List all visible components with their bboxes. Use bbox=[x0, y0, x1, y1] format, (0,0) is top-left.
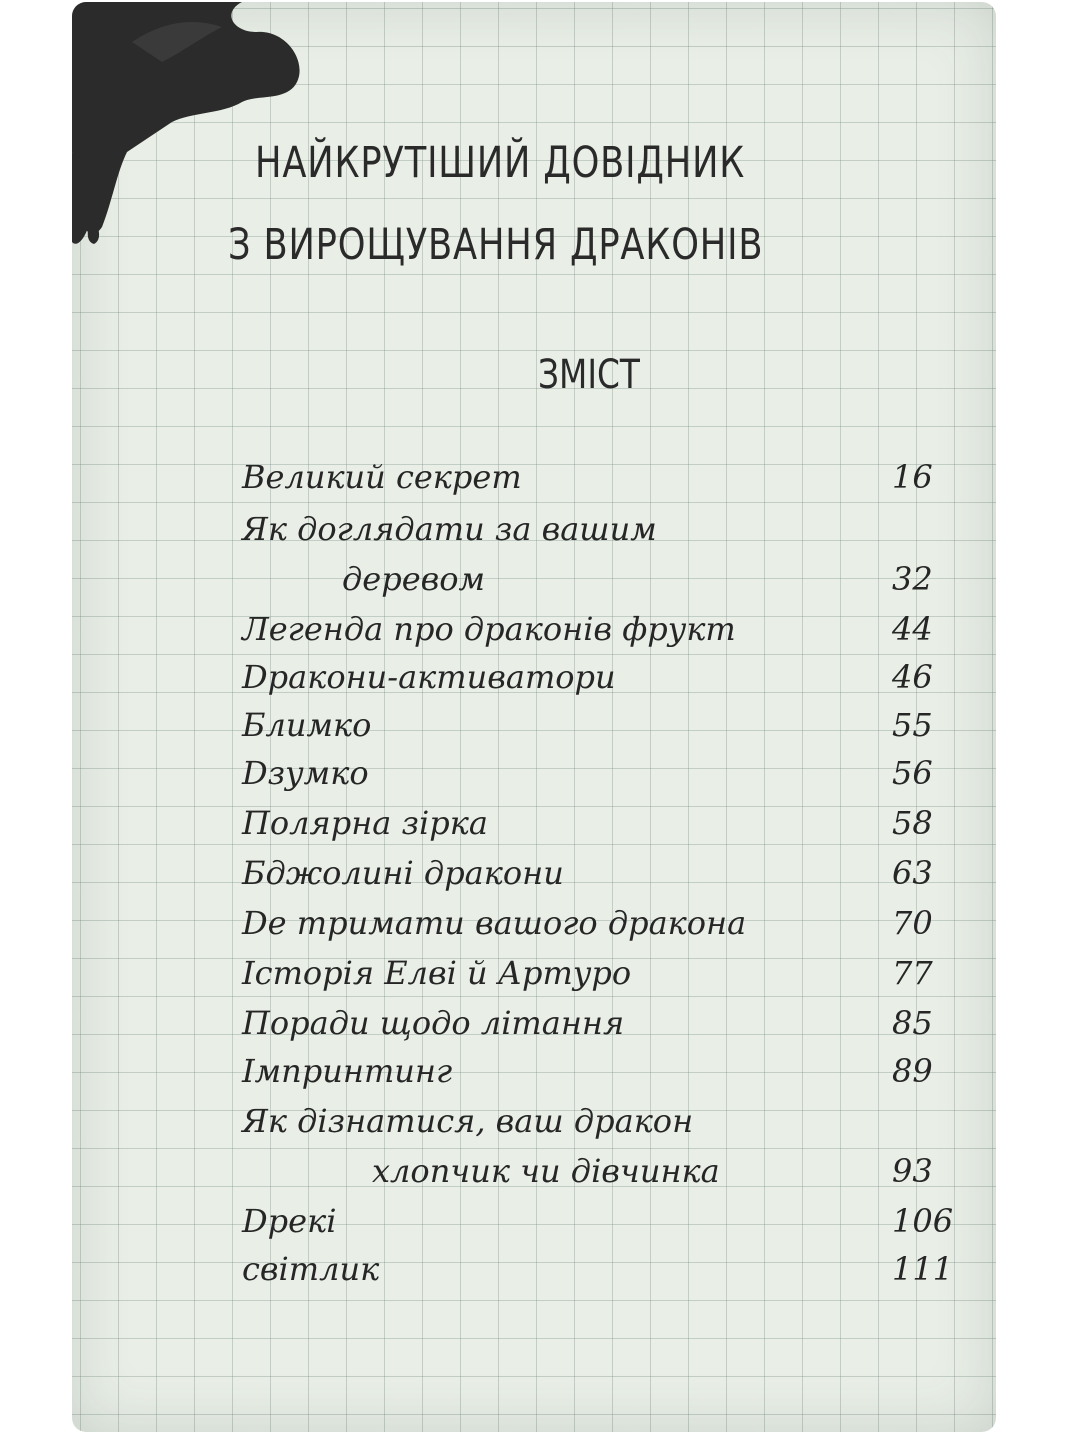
toc-entry-page: 85 bbox=[892, 1004, 933, 1042]
toc-entry-title: Полярна зірка bbox=[242, 804, 488, 842]
toc-entry-page: 58 bbox=[892, 804, 933, 842]
toc-entry-title: хлопчик чи дівчинка bbox=[372, 1152, 720, 1190]
toc-entry-title: Бджолині дракони bbox=[242, 854, 564, 892]
toc-entry bbox=[72, 610, 996, 662]
book-title-line-1: НАЙКРУТІШИЙ ДОВІДНИК bbox=[255, 138, 746, 188]
toc-entry bbox=[72, 1004, 996, 1056]
toc-entry-title: світлик bbox=[242, 1250, 380, 1288]
toc-entry-page: 106 bbox=[892, 1202, 954, 1240]
toc-entry-page: 55 bbox=[892, 706, 933, 744]
toc-entry bbox=[72, 560, 996, 612]
toc-entry-title: деревом bbox=[342, 560, 486, 598]
toc-entry bbox=[72, 706, 996, 758]
toc-entry bbox=[72, 1102, 996, 1154]
toc-entry-page: 44 bbox=[892, 610, 933, 648]
toc-entry bbox=[72, 804, 996, 856]
toc-entry bbox=[72, 954, 996, 1006]
toc-entry bbox=[72, 1052, 996, 1104]
toc-entry-title: Імпринтинг bbox=[242, 1052, 453, 1090]
toc-entry-page: 46 bbox=[892, 658, 933, 696]
toc-entry-page: 93 bbox=[892, 1152, 933, 1190]
toc-entry-title: Як доглядати за вашим bbox=[242, 510, 657, 548]
toc-entry bbox=[72, 904, 996, 956]
toc-entry-title: Dзумко bbox=[242, 754, 369, 792]
toc-entry-title: Легенда про драконів фрукт bbox=[242, 610, 736, 648]
toc-entry-page: 77 bbox=[892, 954, 933, 992]
toc-entry-title: Як дізнатися, ваш дракон bbox=[242, 1102, 694, 1140]
book-title-line-2: З ВИРОЩУВАННЯ ДРАКОНІВ bbox=[228, 220, 764, 270]
toc-entry-title: Dракони-активатори bbox=[242, 658, 616, 696]
toc-entry-title: Історія Елві й Артуро bbox=[242, 954, 632, 992]
toc-entry-page: 111 bbox=[892, 1250, 954, 1288]
toc-entry bbox=[72, 854, 996, 906]
toc-entry bbox=[72, 510, 996, 562]
toc-entry-title: Великий секрет bbox=[242, 458, 522, 496]
toc-entry bbox=[72, 754, 996, 806]
toc-entry bbox=[72, 1250, 996, 1302]
toc-heading: ЗМІСТ bbox=[538, 352, 640, 398]
toc-entry-page: 32 bbox=[892, 560, 933, 598]
toc-entry-title: De тримати вашого дракона bbox=[242, 904, 747, 942]
toc-entry-page: 16 bbox=[892, 458, 933, 496]
toc-entry-title: Dрекі bbox=[242, 1202, 337, 1240]
toc-entry-page: 63 bbox=[892, 854, 933, 892]
book-page bbox=[72, 2, 996, 1432]
toc-entry bbox=[72, 458, 996, 510]
toc-entry bbox=[72, 658, 996, 710]
toc-entry-page: 70 bbox=[892, 904, 933, 942]
toc-entry bbox=[72, 1152, 996, 1204]
toc-entry-page: 89 bbox=[892, 1052, 933, 1090]
toc-entry-page: 56 bbox=[892, 754, 933, 792]
toc-entry-title: Блимко bbox=[242, 706, 372, 744]
toc-entry bbox=[72, 1202, 996, 1254]
toc-entry-title: Поради щодо літання bbox=[242, 1004, 625, 1042]
